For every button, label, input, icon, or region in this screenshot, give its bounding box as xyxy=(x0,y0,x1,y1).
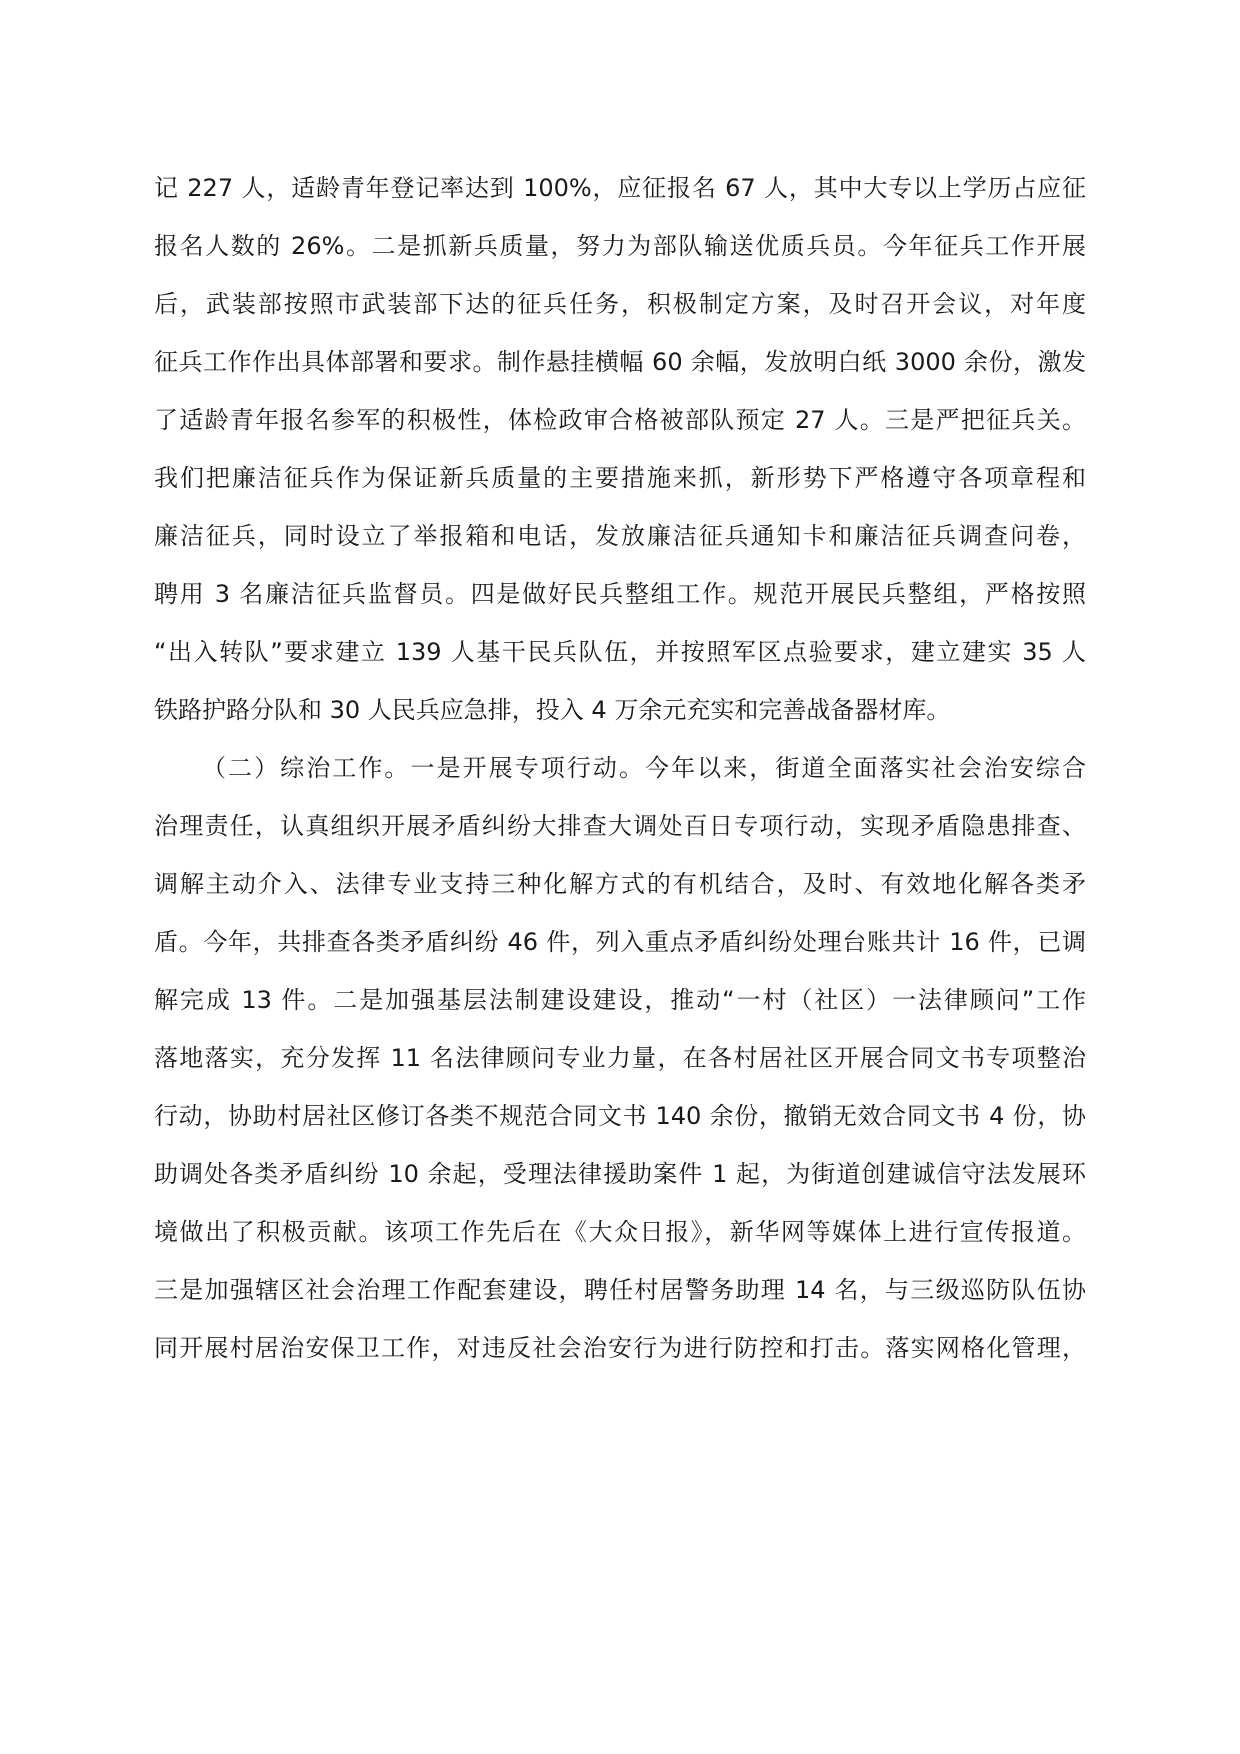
text-line: 后，武装部按照市武装部下达的征兵任务，积极制定方案，及时召开会议，对年度 xyxy=(154,290,1086,318)
text-line: 三是加强辖区社会治理工作配套建设，聘任村居警务助理 14 名，与三级巡防队伍协 xyxy=(154,1276,1086,1304)
text-line: 助调处各类矛盾纠纷 10 余起，受理法律援助案件 1 起，为街道创建诚信守法发展环 xyxy=(154,1160,1086,1188)
text-line: 同开展村居治安保卫工作，对违反社会治安行为进行防控和打击。落实网格化管理， xyxy=(154,1334,1086,1362)
text-line: 我们把廉洁征兵作为保证新兵质量的主要措施来抓，新形势下严格遵守各项章程和 xyxy=(154,464,1086,492)
text-line: 了适龄青年报名参军的积极性，体检政审合格被部队预定 27 人。三是严把征兵关。 xyxy=(154,406,1086,434)
text-line: 调解主动介入、法律专业支持三种化解方式的有机结合，及时、有效地化解各类矛 xyxy=(154,870,1086,898)
text-line: 落地落实，充分发挥 11 名法律顾问专业力量，在各村居社区开展合同文书专项整治 xyxy=(154,1044,1086,1072)
text-line: 解完成 13 件。二是加强基层法制建设建设，推动“一村（社区）一法律顾问”工作 xyxy=(154,986,1086,1014)
text-line: 征兵工作作出具体部署和要求。制作悬挂横幅 60 余幅，发放明白纸 3000 余份，激发 xyxy=(154,348,1086,376)
text-line: “出入转队”要求建立 139 人基干民兵队伍，并按照军区点验要求，建立建实 35 人 xyxy=(154,638,1086,666)
text-line: 记 227 人，适龄青年登记率达到 100%，应征报名 67 人，其中大专以上学历占应征 xyxy=(154,174,1086,202)
section-heading-line: （二）综治工作。一是开展专项行动。今年以来，街道全面落实社会治安综合 xyxy=(202,754,1086,782)
text-line: 廉洁征兵，同时设立了举报箱和电话，发放廉洁征兵通知卡和廉洁征兵调查问卷， xyxy=(154,522,1086,550)
text-line: 铁路护路分队和 30 人民兵应急排，投入 4 万余元充实和完善战备器材库。 xyxy=(154,696,951,724)
text-line: 境做出了积极贡献。该项工作先后在《大众日报》，新华网等媒体上进行宣传报道。 xyxy=(154,1218,1086,1246)
text-line: 治理责任，认真组织开展矛盾纠纷大排查大调处百日专项行动，实现矛盾隐患排查、 xyxy=(154,812,1086,840)
text-line: 行动，协助村居社区修订各类不规范合同文书 140 余份，撤销无效合同文书 4 份，协 xyxy=(154,1102,1086,1130)
text-line: 报名人数的 26%。二是抓新兵质量，努力为部队输送优质兵员。今年征兵工作开展 xyxy=(154,232,1086,260)
text-line: 聘用 3 名廉洁征兵监督员。四是做好民兵整组工作。规范开展民兵整组，严格按照 xyxy=(154,580,1086,608)
text-line: 盾。今年，共排查各类矛盾纠纷 46 件，列入重点矛盾纠纷处理台账共计 16 件，已调 xyxy=(154,928,1086,956)
